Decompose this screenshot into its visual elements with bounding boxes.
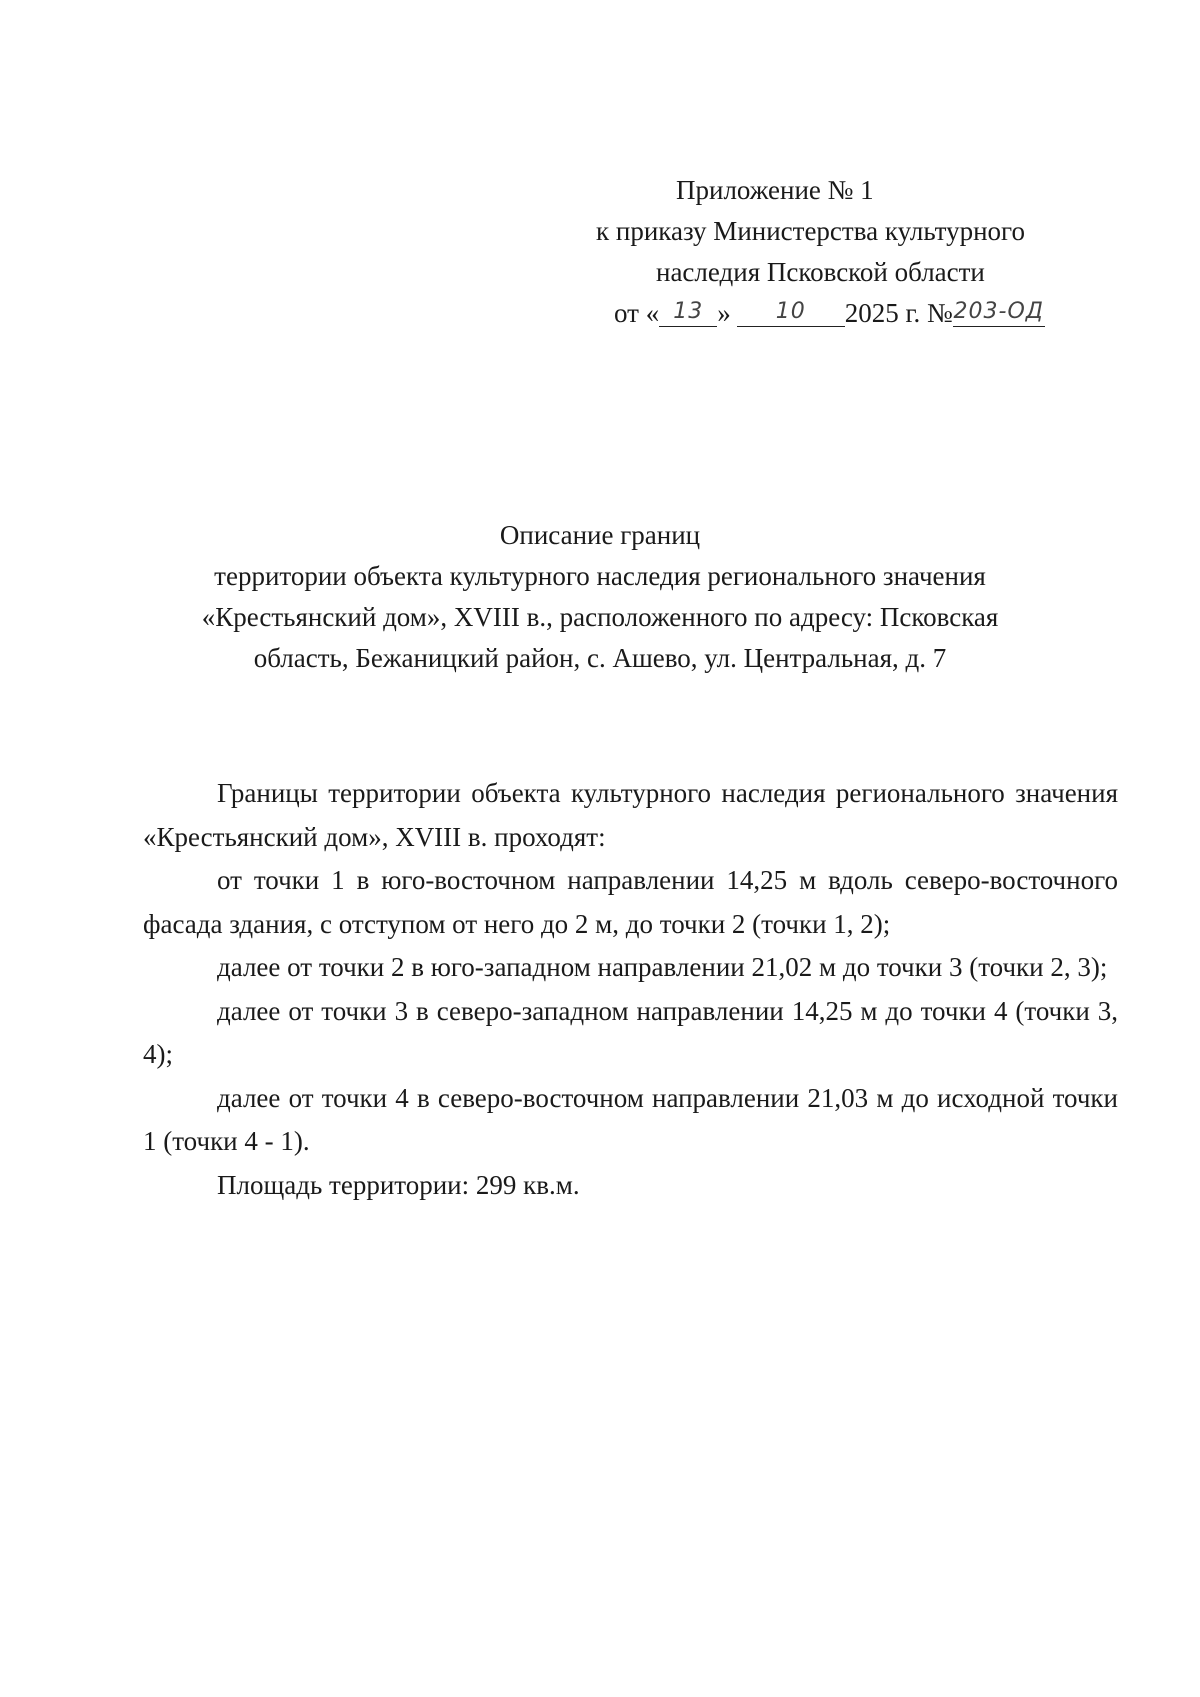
ministry-name: наследия Псковской области — [656, 257, 985, 287]
handwritten-month: 10 — [775, 299, 806, 324]
month-field — [737, 300, 845, 327]
title-line-4: область, Бежаницкий район, с. Ашево, ул. Центральная, д. 7 — [253, 643, 947, 673]
document-title — [130, 515, 1070, 679]
date-mid: » — [717, 298, 731, 328]
day-field — [659, 300, 717, 327]
appendix-number: Приложение № 1 — [676, 175, 874, 205]
handwritten-order-number: 203-ОД — [953, 299, 1044, 324]
title-line-1: Описание границ — [499, 520, 701, 550]
paragraph-area: Площадь территории: 299 кв.м. — [217, 1169, 580, 1200]
order-reference: к приказу Министерства культурного — [596, 216, 1025, 246]
order-date-line — [560, 293, 1080, 334]
paragraph-point-4: далее от точки 4 в северо-восточном направлении 21,03 м до исходной точки 1 (точки 4 - 1). — [143, 1082, 1118, 1156]
document-body — [143, 772, 1118, 1207]
number-field — [953, 300, 1045, 327]
handwritten-day: 13 — [673, 299, 704, 324]
date-prefix: от « — [614, 298, 660, 328]
paragraph-intro: Границы территории объекта культурного наследия регионального значения «Крестьянский дом», XVIII в. проходят: — [143, 778, 1118, 852]
paragraph-point-1: от точки 1 в юго-восточном направлении 14,25 м вдоль северо-восточного фасада здания, с отступом от него до 2 м, до точки 2 (точки 1, 2); — [143, 865, 1118, 939]
paragraph-point-2: далее от точки 2 в юго-западном направлении 21,02 м до точки 3 (точки 2, 3); — [217, 952, 1108, 982]
year-and-number-label: 2025 г. № — [844, 298, 953, 328]
title-line-2: территории объекта культурного наследия регионального значения — [214, 561, 986, 591]
paragraph-point-3: далее от точки 3 в северо-западном направлении 14,25 м до точки 4 (точки 3, 4); — [143, 995, 1118, 1069]
appendix-header — [560, 170, 1080, 334]
title-line-3: «Крестьянский дом», XVIII в., расположенного по адресу: Псковская — [201, 602, 999, 632]
